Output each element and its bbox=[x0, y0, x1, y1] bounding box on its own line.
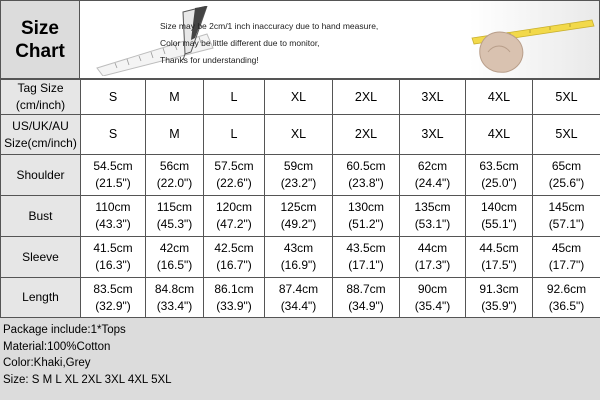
tag-size-2xl: 2XL bbox=[333, 80, 400, 115]
measurement-cell bbox=[333, 278, 400, 318]
measurement-cm: 87.4cm bbox=[278, 281, 319, 296]
measurement-cell bbox=[146, 196, 204, 237]
measurement-cell bbox=[204, 278, 265, 318]
measurement-cm: 42.5cm bbox=[214, 241, 254, 255]
note-hand-measure: Size may be 2cm/1 inch inaccuracy due to hand measure, bbox=[160, 21, 379, 31]
measurement-cm: 62cm bbox=[417, 159, 448, 173]
region-size-label-line2: Size(cm/inch) bbox=[4, 135, 77, 150]
region-size-s: S bbox=[81, 115, 146, 155]
measurement-cm: 59cm bbox=[283, 159, 314, 173]
measurement-cm: 45cm bbox=[551, 241, 582, 255]
measurement-inch: (36.5") bbox=[548, 298, 585, 313]
measurement-cell bbox=[265, 196, 333, 237]
measurement-cell bbox=[466, 237, 533, 278]
size-info: Size: S M L XL 2XL 3XL 4XL 5XL bbox=[3, 373, 172, 386]
measurement-cm: 65cm bbox=[551, 159, 582, 173]
measurement-cell bbox=[400, 196, 466, 237]
measurement-inch: (22.6") bbox=[216, 176, 252, 190]
measurement-inch: (53.1") bbox=[414, 217, 451, 231]
measurement-cm: 125cm bbox=[280, 200, 317, 214]
measurement-cm: 56cm bbox=[159, 159, 190, 173]
measurement-cm: 42cm bbox=[159, 241, 190, 255]
measurement-cell bbox=[81, 237, 146, 278]
measurement-cm: 120cm bbox=[215, 200, 253, 214]
note-color-monitor: Color may be little different due to monitor, bbox=[160, 38, 320, 48]
material-info: Material:100%Cotton bbox=[3, 340, 111, 353]
measurement-cm: 43cm bbox=[283, 241, 314, 255]
measurement-cell bbox=[204, 237, 265, 278]
measurement-inch: (57.1") bbox=[548, 217, 585, 231]
measurement-cell bbox=[146, 278, 204, 318]
sleeve-label: Sleeve bbox=[1, 237, 81, 278]
measurement-cm: 43.5cm bbox=[346, 241, 386, 255]
measurement-inch: (17.3") bbox=[414, 258, 451, 272]
measurement-inch: (16.7") bbox=[216, 258, 252, 272]
measurement-cell bbox=[146, 155, 204, 196]
size-chart-header bbox=[0, 0, 600, 79]
measurement-cm: 84.8cm bbox=[154, 281, 195, 296]
region-size-label bbox=[1, 115, 81, 155]
length-label: Length bbox=[1, 278, 81, 318]
measurement-inch: (24.4") bbox=[414, 176, 451, 190]
measurement-cell bbox=[533, 196, 600, 237]
measurement-cell bbox=[333, 155, 400, 196]
tag-size-s: S bbox=[81, 80, 146, 115]
measurement-cell bbox=[265, 278, 333, 318]
measurement-cm: 54.5cm bbox=[93, 159, 133, 173]
bust-label: Bust bbox=[1, 196, 81, 237]
measurement-cell bbox=[466, 155, 533, 196]
region-size-2xl: 2XL bbox=[333, 115, 400, 155]
region-size-3xl: 3XL bbox=[400, 115, 466, 155]
region-size-xl: XL bbox=[265, 115, 333, 155]
measurement-cell bbox=[265, 155, 333, 196]
size-table bbox=[0, 79, 600, 318]
tag-size-4xl: 4XL bbox=[466, 80, 533, 115]
measurement-cm: 44.5cm bbox=[479, 241, 519, 255]
measurement-inch: (49.2") bbox=[280, 217, 317, 231]
measurement-inch: (22.0") bbox=[156, 176, 193, 190]
measurement-cm: 110cm bbox=[95, 200, 131, 214]
measurement-cm: 135cm bbox=[414, 200, 451, 214]
measurement-cell bbox=[333, 196, 400, 237]
tag-size-l: L bbox=[204, 80, 265, 115]
measurement-cm: 44cm bbox=[417, 241, 448, 255]
measurement-cell bbox=[533, 155, 600, 196]
measurement-cell bbox=[400, 155, 466, 196]
measurement-cell bbox=[400, 237, 466, 278]
measurement-inch: (25.6") bbox=[548, 176, 585, 190]
tag-size-m: M bbox=[146, 80, 204, 115]
measurement-inch: (17.5") bbox=[481, 258, 517, 272]
tag-size-row bbox=[1, 80, 600, 115]
length-row bbox=[1, 278, 600, 318]
measurement-cm: 115cm bbox=[156, 200, 193, 214]
region-size-5xl: 5XL bbox=[533, 115, 600, 155]
measurement-cell bbox=[146, 237, 204, 278]
measurement-inch: (21.5") bbox=[95, 176, 131, 190]
measurement-inch: (43.3") bbox=[95, 217, 131, 231]
measurement-cell bbox=[265, 237, 333, 278]
measurement-cm: 60.5cm bbox=[346, 159, 386, 173]
measurement-cm: 130cm bbox=[347, 200, 385, 214]
measurement-cm: 91.3cm bbox=[479, 281, 519, 296]
measurement-cell bbox=[204, 155, 265, 196]
region-size-row bbox=[1, 115, 600, 155]
measurement-cm: 140cm bbox=[480, 200, 518, 214]
measurement-cm: 86.1cm bbox=[214, 281, 254, 296]
measurement-inch: (51.2") bbox=[348, 217, 384, 231]
tag-size-label-line1: Tag Size bbox=[17, 81, 64, 95]
color-info: Color:Khaki,Grey bbox=[3, 357, 91, 369]
measurement-cell bbox=[466, 278, 533, 318]
measurement-cm: 90cm bbox=[417, 281, 448, 296]
measurement-cell bbox=[81, 155, 146, 196]
measurement-cm: 83.5cm bbox=[93, 281, 133, 296]
measurement-cm: 92.6cm bbox=[546, 281, 587, 296]
measuring-tape-icon bbox=[470, 8, 595, 76]
measurement-inch: (16.5") bbox=[156, 258, 193, 272]
title-line-size: Size bbox=[20, 17, 60, 39]
measurement-cell bbox=[81, 196, 146, 237]
measurement-cell bbox=[333, 237, 400, 278]
sleeve-row bbox=[1, 237, 600, 278]
measurement-cell bbox=[533, 237, 600, 278]
measurement-cell bbox=[204, 196, 265, 237]
measurement-inch: (33.4") bbox=[156, 298, 193, 313]
package-info: Package include:1*Tops bbox=[3, 324, 126, 336]
tag-size-label-line2: (cm/inch) bbox=[15, 98, 66, 112]
measurement-cm: 63.5cm bbox=[479, 159, 519, 173]
product-details-footer bbox=[0, 317, 600, 400]
measurement-inch: (16.3") bbox=[95, 258, 131, 272]
measurement-inch: (17.1") bbox=[348, 258, 384, 272]
measurement-inch: (33.9") bbox=[216, 298, 252, 313]
note-thanks: Thanks for understanding! bbox=[160, 55, 259, 65]
measurement-inch: (23.2") bbox=[280, 176, 317, 190]
size-chart-title bbox=[0, 0, 80, 79]
measurement-cell bbox=[81, 278, 146, 318]
tag-size-xl: XL bbox=[265, 80, 333, 115]
measurement-inch: (34.4") bbox=[280, 298, 317, 313]
measurement-inch: (25.0") bbox=[481, 176, 517, 190]
region-size-4xl: 4XL bbox=[466, 115, 533, 155]
measurement-inch: (35.4") bbox=[414, 298, 451, 313]
measurement-inch: (35.9") bbox=[481, 298, 517, 313]
measurement-cm: 57.5cm bbox=[214, 159, 254, 173]
measurement-inch: (34.9") bbox=[348, 298, 384, 313]
measurement-cm: 88.7cm bbox=[346, 281, 386, 296]
measurement-inch: (16.9") bbox=[280, 258, 317, 272]
measurement-cm: 145cm bbox=[548, 200, 585, 214]
region-size-l: L bbox=[204, 115, 265, 155]
measurement-inch: (32.9") bbox=[95, 298, 131, 313]
tag-size-label bbox=[1, 80, 81, 115]
measurement-inch: (45.3") bbox=[156, 217, 193, 231]
measurement-inch: (47.2") bbox=[216, 217, 252, 231]
measurement-cell bbox=[533, 278, 600, 318]
measurement-cell bbox=[466, 196, 533, 237]
measurement-inch: (55.1") bbox=[481, 217, 517, 231]
region-size-label-line1: US/UK/AU bbox=[12, 118, 69, 133]
measurement-cell bbox=[400, 278, 466, 318]
measurement-inch: (17.7") bbox=[548, 258, 585, 272]
measurement-inch: (23.8") bbox=[348, 176, 384, 190]
tag-size-3xl: 3XL bbox=[400, 80, 466, 115]
region-size-m: M bbox=[146, 115, 204, 155]
shoulder-row bbox=[1, 155, 600, 196]
measurement-cm: 41.5cm bbox=[93, 241, 133, 255]
title-line-chart: Chart bbox=[15, 40, 65, 62]
shoulder-label: Shoulder bbox=[1, 155, 81, 196]
measurement-notes bbox=[160, 18, 420, 69]
bust-row bbox=[1, 196, 600, 237]
tag-size-5xl: 5XL bbox=[533, 80, 600, 115]
